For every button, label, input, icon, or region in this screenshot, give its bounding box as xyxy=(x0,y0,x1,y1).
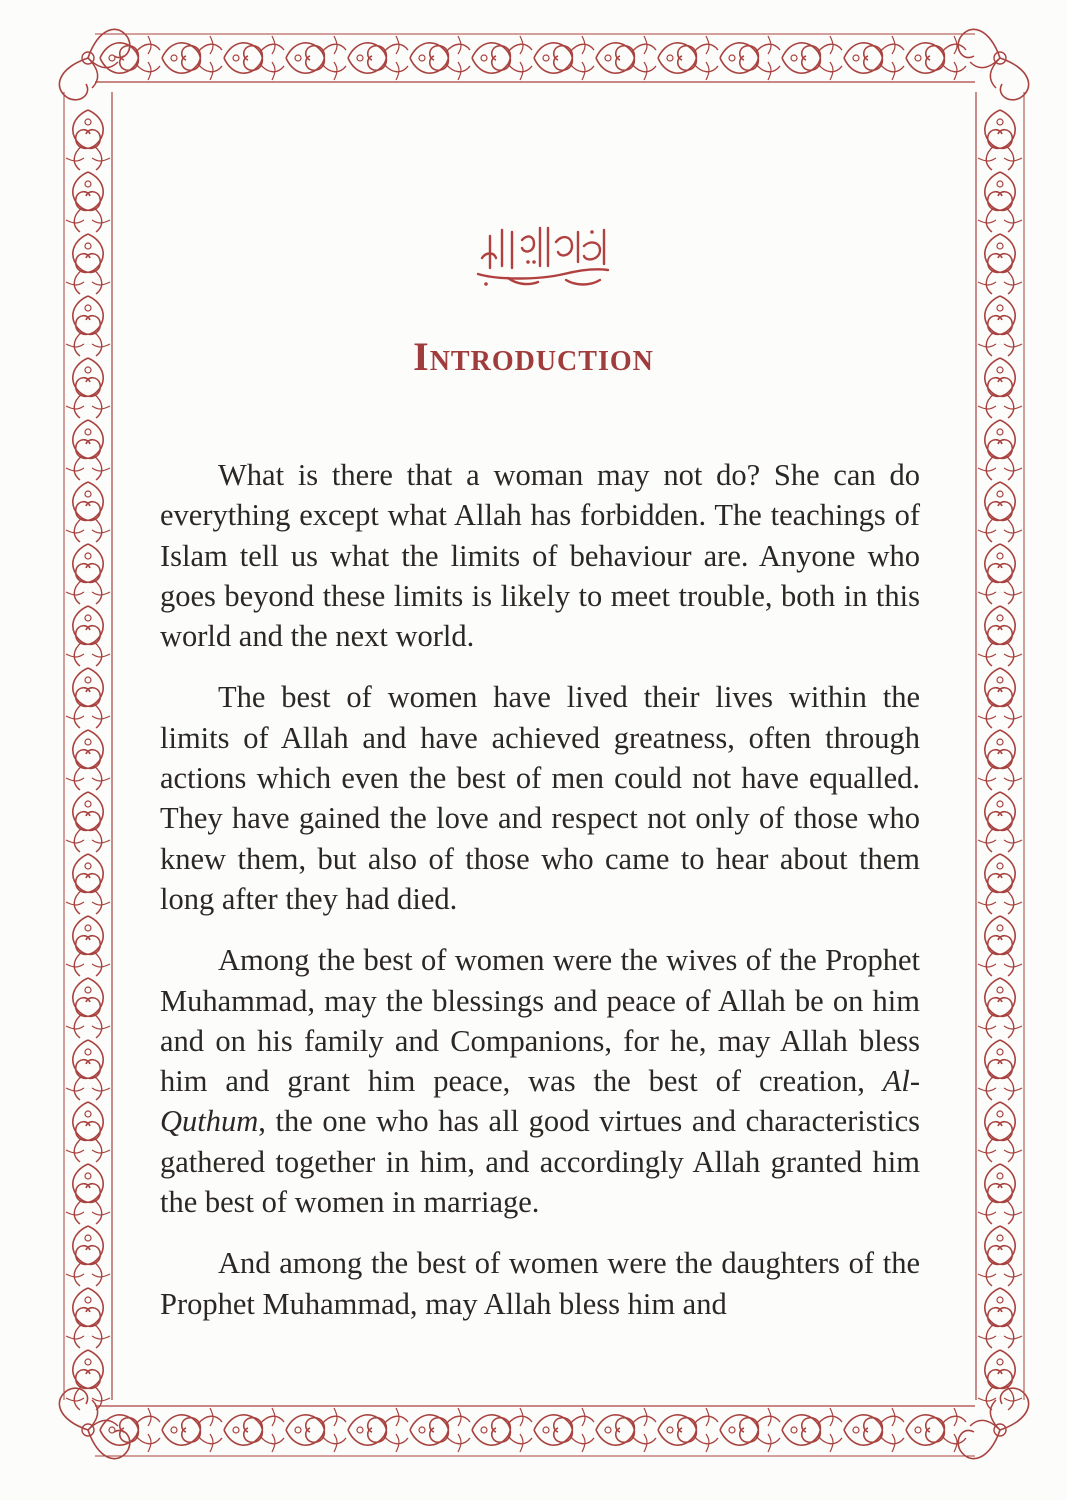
paragraph xyxy=(160,940,920,1222)
basmala-calligraphy-icon xyxy=(468,218,618,290)
page-title: Introduction xyxy=(413,334,654,379)
paragraph: The best of women have lived their lives within the limits of Allah and have achieved greatness, often through actions which even the best of men could not have equalled. They have gained the love and respect not only of those who knew them, but also of those who came to hear about them long after they had died. xyxy=(160,680,920,916)
paragraph: What is there that a woman may not do? She can do everything except what Allah has forbidden. The teachings of Islam tell us what the limits of behaviour are. Anyone who goes beyond these limits is likely to meet trouble, both in this world and the next world. xyxy=(160,458,920,654)
body-text xyxy=(160,455,920,1324)
paragraph-text: Among the best of women were the wives of the Prophet Muhammad, may the blessings and peace of Allah be on him and on his family and Companions, for he, may Allah bless him and grant him peace, was the best of creation, xyxy=(160,943,920,1099)
paragraph: And among the best of women were the daughters of the Prophet Muhammad, may Allah bless him and xyxy=(160,1246,920,1321)
italic-term: Al-Quthum xyxy=(160,1064,920,1139)
paragraph-text: , the one who has all good virtues and characteristics gathered together in him, and accordingly Allah granted him the best of women in marriage. xyxy=(160,1104,920,1220)
